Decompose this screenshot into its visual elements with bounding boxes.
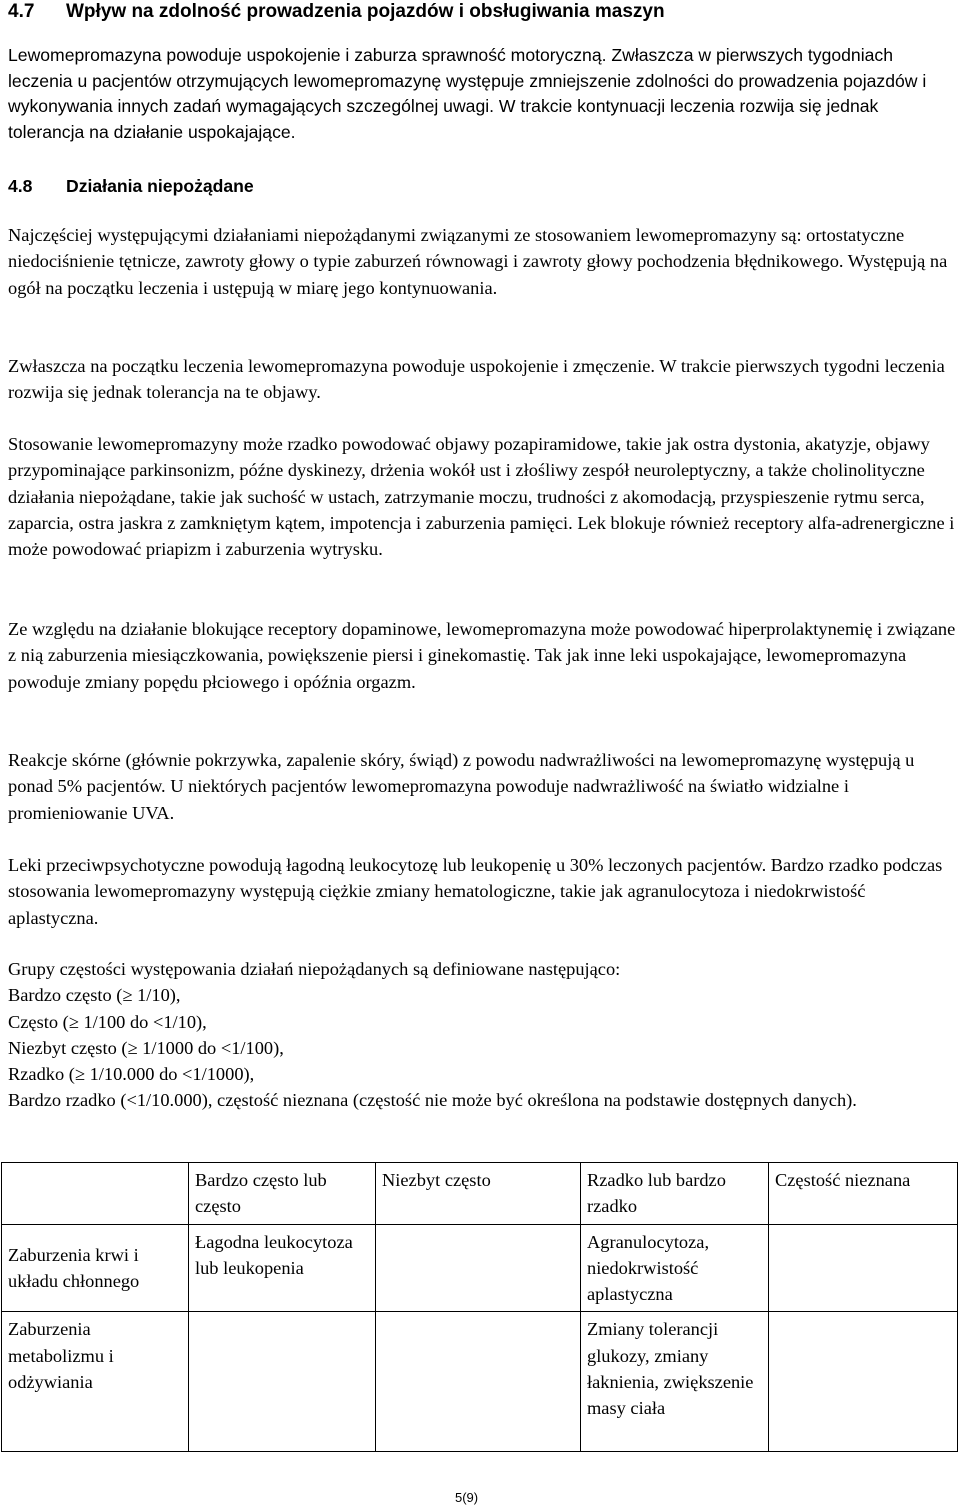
table-cell xyxy=(376,1312,581,1452)
table-cell xyxy=(376,1224,581,1312)
table-header-cell: Bardzo często lub często xyxy=(189,1163,376,1225)
section-4-8-heading xyxy=(8,176,254,197)
section-number: 4.7 xyxy=(8,1,35,22)
paragraph-hyperprolactinemia: Ze względu na działanie blokujące receptory dopaminowe, lewomepromazyna może powodować hiperprolaktynemię i związane z nią zaburzenia miesiączkowania, powiększenie piersi i ginekomastię. Tak jak inne leki uspokajające, lewomepromazyna powoduje zmiany popędu płciowego i opóźnia orgazm. xyxy=(8,619,956,692)
section-4-7-text: Lewomepromazyna powoduje uspokojenie i zaburza sprawność motoryczną. Zwłaszcza w pierwszych tygodniach leczenia u pacjentów otrzymujących lewomepromazynę występuje zmniejszenie zdolności do prowadzenia pojazdów i wykonywania innych zadań wymagających szczególnej uwagi. W trakcie kontynuacji leczenia rozwija się jednak tolerancja na działanie uspokajające. xyxy=(8,45,927,142)
table-cell: Zmiany tolerancji glukozy, zmiany łaknienia, zwiększenie masy ciała xyxy=(581,1312,769,1452)
table-header-cell xyxy=(2,1163,189,1225)
frequency-definitions xyxy=(8,956,956,1114)
frequency-line: Bardzo rzadko (<1/10.000), częstość nieznana (częstość nie może być określona na podstawie dostępnych danych). xyxy=(8,1090,857,1111)
paragraph-sedation: Zwłaszcza na początku leczenia lewomepromazyna powoduje uspokojenie i zmęczenie. W trakcie pierwszych tygodni leczenia rozwija się jednak tolerancja na te objawy. xyxy=(8,356,945,403)
frequency-line: Niezbyt często (≥ 1/1000 do <1/100), xyxy=(8,1037,284,1058)
table-cell: Zaburzenia metabolizmu i odżywiania xyxy=(2,1312,189,1452)
frequency-intro: Grupy częstości występowania działań niepożądanych są definiowane następująco: xyxy=(8,959,621,979)
paragraph-hematological: Leki przeciwpsychotyczne powodują łagodną leukocytozę lub leukopenię u 30% leczonych pacjentów. Bardzo rzadko podczas stosowania lewomepromazyny występują ciężkie zmiany hematologiczne, takie jak agranulocytoza i niedokrwistość aplastyczna. xyxy=(8,855,943,928)
table-cell: Agranulocytoza, niedokrwistość aplastyczna xyxy=(581,1224,769,1312)
section-number: 4.8 xyxy=(8,176,33,196)
table-row xyxy=(2,1312,958,1452)
paragraph-common-effects: Najczęściej występującymi działaniami niepożądanymi związanymi ze stosowaniem lewomepromazyny są: ortostatyczne niedociśnienie tętnicze, zawroty głowy o typie zaburzeń równowagi i zawroty głowy pochodzenia błędnikowego. Występują na ogół na początku leczenia i ustępują w miarę jego kontynuowania. xyxy=(8,225,948,298)
table-cell xyxy=(769,1224,958,1312)
paragraph-skin-reactions: Reakcje skórne (głównie pokrzywka, zapalenie skóry, świąd) z powodu nadwrażliwości na lewomepromazynę występują u ponad 5% pacjentów. U niektórych pacjentów lewomepromazyna powoduje nadwrażliwość na światło widzialne i promieniowanie UVA. xyxy=(8,750,915,823)
frequency-line: Rzadko (≥ 1/10.000 do <1/1000), xyxy=(8,1064,255,1085)
section-title: Wpływ na zdolność prowadzenia pojazdów i obsługiwania maszyn xyxy=(66,1,665,22)
table-header-cell: Niezbyt często xyxy=(376,1163,581,1225)
table-row xyxy=(2,1224,958,1312)
table-header-cell: Rzadko lub bardzo rzadko xyxy=(581,1163,769,1225)
frequency-line: Bardzo często (≥ 1/10), xyxy=(8,985,181,1006)
table-header-row xyxy=(2,1163,958,1225)
paragraph-extrapyramidal: Stosowanie lewomepromazyny może rzadko powodować objawy pozapiramidowe, takie jak ostra dystonia, akatyzje, objawy przypominające parkinsonizm, późne dyskinezy, drżenia wokół ust i złośliwy zespół neuroleptyczny, a także cholinolityczne działania niepożądane, takie jak suchość w ustach, zatrzymanie moczu, trudności z akomodacją, przyspieszenie rytmu serca, zaparcia, ostra jaskra z zamkniętym kątem, impotencja i zaburzenia pamięci. Lek blokuje również receptory alfa-adrenergiczne i może powodować priapizm i zaburzenia wytrysku. xyxy=(8,434,955,560)
table-cell xyxy=(189,1312,376,1452)
page-number: 5(9) xyxy=(455,1490,479,1505)
adverse-effects-table xyxy=(1,1162,958,1452)
table-cell: Zaburzenia krwi i układu chłonnego xyxy=(2,1224,189,1312)
frequency-line: Często (≥ 1/100 do <1/10), xyxy=(8,1011,207,1032)
table-header-cell: Częstość nieznana xyxy=(769,1163,958,1225)
table-cell: Łagodna leukocytoza lub leukopenia xyxy=(189,1224,376,1312)
table-cell xyxy=(769,1312,958,1452)
section-title: Działania niepożądane xyxy=(66,176,254,196)
section-4-7-heading xyxy=(8,1,665,23)
